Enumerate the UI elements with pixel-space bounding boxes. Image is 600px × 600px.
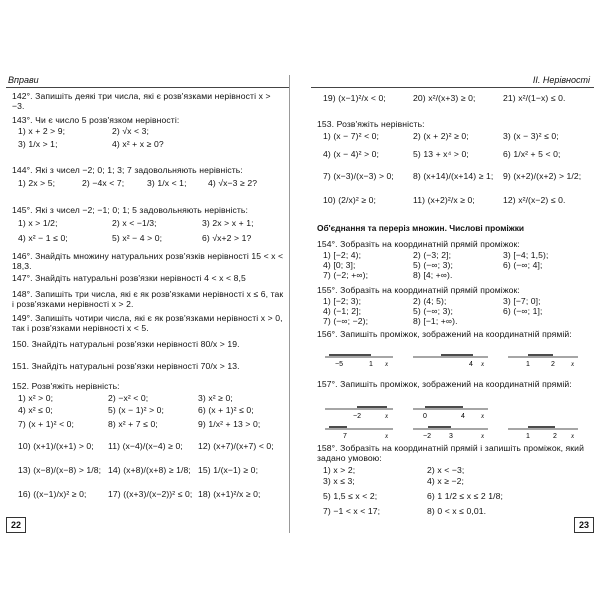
axis-svg-157-a xyxy=(323,403,583,419)
line: 15) 1/(x−1) ≥ 0; xyxy=(198,465,259,475)
line: 1) 2x > 5; xyxy=(18,178,56,188)
exercise-156 xyxy=(317,329,590,339)
exercise-144 xyxy=(12,165,285,188)
exercise-153 xyxy=(317,119,590,205)
line: 1) [−2; 3); xyxy=(323,296,362,306)
tick-label: −2 xyxy=(353,413,361,419)
line: 5) x² − 4 > 0; xyxy=(112,233,163,243)
line: 155°. Зобразіть на координатній прямій проміжок: xyxy=(317,285,520,295)
line: 145°. Які з чисел −2; −1; 0; 1; 5 задовольняють нерівність: xyxy=(12,205,248,215)
line: 4) (x − 4)² > 0; xyxy=(323,149,380,159)
tick-label: 1 xyxy=(526,361,530,367)
tick-label: 4 xyxy=(469,361,473,367)
line: 8) [4; +∞). xyxy=(413,270,453,280)
line: 7) (x + 1)² < 0; xyxy=(18,419,75,429)
exercise-154 xyxy=(317,239,590,280)
line: 4) (−1; 2]; xyxy=(323,306,362,316)
line: 146°. Знайдіть множину натуральних розв'язків нерівності 15 < x < 18,3. xyxy=(12,251,284,271)
line: 151. Знайдіть натуральні розв'язки нерівності 70/x > 13. xyxy=(12,361,240,371)
tick-label: 0 xyxy=(423,413,427,419)
exercise-149 xyxy=(12,313,285,333)
line: 16) ((x−1)/x)² ≥ 0; xyxy=(18,489,87,499)
left-page xyxy=(6,75,290,533)
line: 10) (x+1)/(x+1) > 0; xyxy=(18,441,94,451)
tick-label: −2 xyxy=(423,433,431,439)
exercise-145 xyxy=(12,205,285,243)
section-heading: Об'єднання та переріз множин. Числові проміжки xyxy=(317,223,525,233)
exercise-157 xyxy=(317,379,590,389)
exercise-150 xyxy=(12,339,285,349)
tick-label: −5 xyxy=(335,361,343,367)
tick-label: 7 xyxy=(343,433,347,439)
exercise-147 xyxy=(12,273,285,283)
exercise-155 xyxy=(317,285,590,326)
tick-label: 1 xyxy=(369,361,373,367)
line: 2) −x² < 0; xyxy=(108,393,149,403)
tick-label: x xyxy=(481,432,485,439)
line: 1) x + 2 > 9; xyxy=(18,126,66,136)
tick-label: x xyxy=(385,412,389,419)
line: 2) (4; 5); xyxy=(413,296,447,306)
tick-label: 4 xyxy=(461,413,465,419)
line: 4) x ≥ −2; xyxy=(427,476,465,486)
line: 1) [−2; 4); xyxy=(323,250,362,260)
line: 7) −1 < x < 17; xyxy=(323,506,381,516)
line: 11) (x−4)/(x−4) ≥ 0; xyxy=(108,441,183,451)
tick-label: x xyxy=(385,360,389,367)
axis-group-156 xyxy=(323,351,583,367)
exercise-142 xyxy=(12,91,285,111)
line: 1) x² > 0; xyxy=(18,393,54,403)
line: 3) 1/x > 1; xyxy=(18,139,58,149)
line: 3) x² ≥ 0; xyxy=(198,393,233,403)
line: 2) √x < 3; xyxy=(112,126,150,136)
line: 17) ((x+3)/(x−2))² ≤ 0; xyxy=(108,489,193,499)
line: 4) x² ≤ 0; xyxy=(18,405,53,415)
line: 148°. Запишіть три числа, які є як розв'язками нерівності x ≤ 6, так і розв'язками нерівності x > 2. xyxy=(12,289,284,309)
line: 2) (x + 2)² ≥ 0; xyxy=(413,131,469,141)
line: 3) [−4; 1,5); xyxy=(503,250,549,260)
line: 5) (−∞; 3); xyxy=(413,306,453,316)
line: 8) (x+14)/(x+14) ≥ 1; xyxy=(413,171,494,181)
right-page xyxy=(311,75,594,533)
line: 20) x²/(x+3) ≥ 0; xyxy=(413,93,476,103)
tick-label: 1 xyxy=(526,433,530,439)
line: 4) [0; 3]; xyxy=(323,260,356,270)
line: 3) x ≤ 3; xyxy=(323,476,355,486)
line: 7) (x−3)/(x−3) > 0; xyxy=(323,171,394,181)
line: 4) √x−3 ≥ 2? xyxy=(208,178,258,188)
line: 4) x² + x ≥ 0? xyxy=(112,139,164,149)
line: 13) (x−8)/(x−8) > 1/8; xyxy=(18,465,102,475)
line: 12) x²/(x−2) ≤ 0. xyxy=(503,195,566,205)
tick-label: x xyxy=(481,412,485,419)
line: 6) 1/x² + 5 < 0; xyxy=(503,149,561,159)
tick-label: 2 xyxy=(551,361,555,367)
line: 3) 2x > x + 1; xyxy=(202,218,254,228)
tick-label: 2 xyxy=(553,433,557,439)
axis-svg-157-b xyxy=(323,423,583,439)
line: 4) x² − 1 ≤ 0; xyxy=(18,233,68,243)
line: 1) x > 2; xyxy=(323,465,356,475)
line: 9) 1/x² + 13 > 0; xyxy=(198,419,261,429)
line: 6) (−∞; 1]; xyxy=(503,306,543,316)
line: 9) (x+2)/(x+2) > 1/2; xyxy=(503,171,582,181)
line: 3) [−7; 0]; xyxy=(503,296,541,306)
line: 1) (x − 7)² < 0; xyxy=(323,131,380,141)
exercise-152 xyxy=(12,381,285,499)
line: 8) [−1; +∞). xyxy=(413,316,458,326)
exercise-148 xyxy=(12,289,285,309)
exercise-158 xyxy=(317,443,590,516)
axis-svg-156 xyxy=(323,351,583,367)
line: 5) 1,5 ≤ x < 2; xyxy=(323,491,378,501)
tick-label: x xyxy=(571,432,575,439)
axis-group-157-a xyxy=(323,403,583,419)
line: 10) (2/x)² ≥ 0; xyxy=(323,195,377,205)
line: 147°. Знайдіть натуральні розв'язки нерівності 4 < x < 8,5 xyxy=(12,273,246,283)
line: 2) x < −3; xyxy=(427,465,465,475)
right-page-number: 23 xyxy=(574,517,594,533)
exercise-143 xyxy=(12,115,285,149)
line: 8) 0 < x ≤ 0,01. xyxy=(427,506,487,516)
line: 18) (x+1)²/x ≥ 0; xyxy=(198,489,261,499)
right-running-header: II. Нерівності xyxy=(311,75,594,88)
line: 21) x²/(1−x) ≤ 0. xyxy=(503,93,566,103)
line: 6) √x+2 > 1? xyxy=(202,233,252,243)
line: 3) 1/x < 1; xyxy=(147,178,187,188)
line: 6) (x + 1)² ≤ 0; xyxy=(198,405,254,415)
left-page-number: 22 xyxy=(6,517,26,533)
line: 157°. Запишіть проміжок, зображений на координатній прямій: xyxy=(317,379,572,389)
line: 144°. Які з чисел −2; 0; 1; 3; 7 задовольняють нерівність: xyxy=(12,165,243,175)
line: 5) (−∞; 3); xyxy=(413,260,453,270)
line: 1) x > 1/2; xyxy=(18,218,58,228)
line: 150. Знайдіть натуральні розв'язки нерівності 80/x > 19. xyxy=(12,339,240,349)
line: 6) (−∞; 4]; xyxy=(503,260,543,270)
line: 158°. Зобразіть на координатній прямій і запишіть проміжок, який задано умовою: xyxy=(317,443,584,463)
tick-label: x xyxy=(385,432,389,439)
line: 156°. Запишіть проміжок, зображений на координатній прямій: xyxy=(317,329,572,339)
exercise-146 xyxy=(12,251,285,271)
tick-label: x xyxy=(571,360,575,367)
line: 14) (x+8)/(x+8) ≥ 1/8; xyxy=(108,465,191,475)
line: 12) (x+7)/(x+7) < 0; xyxy=(198,441,274,451)
line: 5) (x − 1)² > 0; xyxy=(108,405,165,415)
tick-label: 3 xyxy=(449,433,453,439)
line: 2) −4x < 7; xyxy=(82,178,125,188)
exercise-151 xyxy=(12,361,285,371)
line: 154°. Зобразіть на координатній прямій проміжок: xyxy=(317,239,520,249)
line: 143°. Чи є число 5 розв'язком нерівності: xyxy=(12,115,180,125)
line: 5) 13 + x⁴ > 0; xyxy=(413,149,469,159)
line: 2) x < −1/3; xyxy=(112,218,157,228)
line: 153. Розв'яжіть нерівність: xyxy=(317,119,425,129)
line: 8) x² + 7 ≤ 0; xyxy=(108,419,158,429)
line: 3) (x − 3)² ≤ 0; xyxy=(503,131,559,141)
line: 2) (−3; 2]; xyxy=(413,250,452,260)
line: 142°. Запишіть деякі три числа, які є розв'язками нерівності x > −3. xyxy=(12,91,271,111)
line: 6) 1 1/2 ≤ x ≤ 2 1/8; xyxy=(427,491,504,501)
line: 11) (x+2)²/x ≥ 0; xyxy=(413,195,475,205)
line: 7) (−∞; −2); xyxy=(323,316,369,326)
left-running-header: Вправи xyxy=(6,75,289,88)
line: 19) (x−1)²/x < 0; xyxy=(323,93,386,103)
line: 152. Розв'яжіть нерівність: xyxy=(12,381,120,391)
line: 149°. Запишіть чотири числа, які є як розв'язками нерівності x > 0, так і розв'язками нерівності x < 5. xyxy=(12,313,283,333)
axis-group-157-b xyxy=(323,423,583,439)
tick-label: x xyxy=(481,360,485,367)
line: 7) (−2; +∞); xyxy=(323,270,369,280)
